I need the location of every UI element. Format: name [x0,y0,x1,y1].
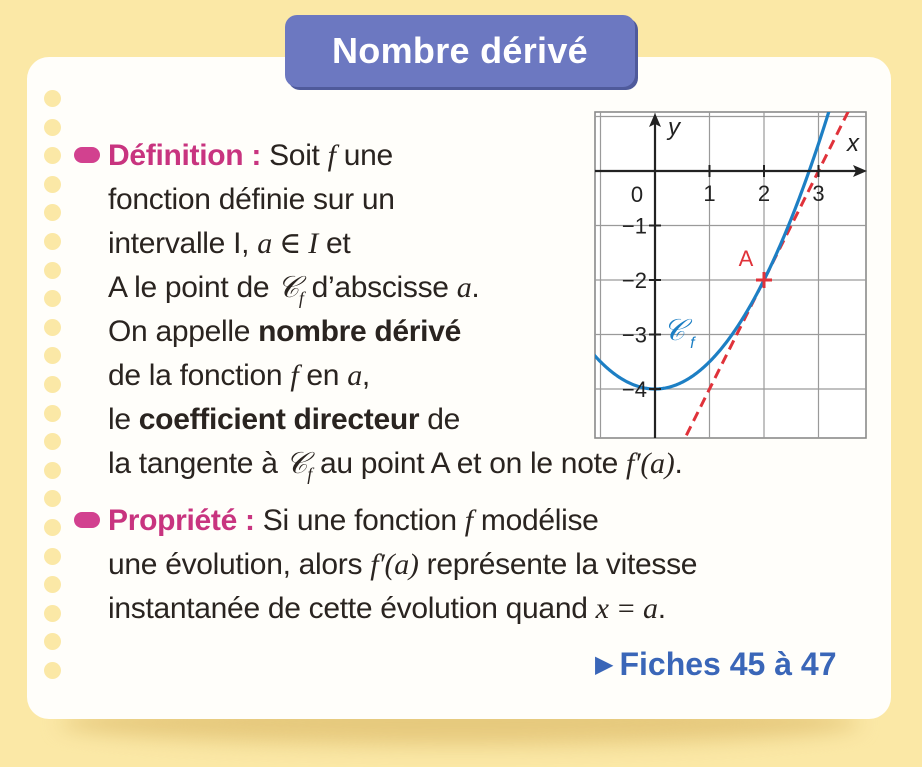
curve-subscript: f [298,288,304,308]
text: en [298,359,348,392]
definition-label: Définition : [108,139,262,172]
curve-label-subscript: f [690,334,695,352]
binder-hole [44,147,61,164]
text: . [657,592,666,625]
binder-hole [44,433,61,450]
y-tick-label: −1 [621,213,647,239]
binder-hole [44,319,61,336]
binder-hole [44,662,61,679]
text: la tangente à [108,447,286,480]
property-line-3 [108,591,666,627]
definition-line-6 [108,358,370,394]
x-tick-label: 1 [703,181,716,206]
math-var: f [464,504,473,537]
binder-holes [44,90,62,690]
y-tick-label: −4 [621,377,647,402]
definition-line-2: fonction définie sur un [108,183,395,216]
fiches-link[interactable] [595,646,837,683]
definition-line-1 [74,138,393,174]
text: . [674,447,683,480]
x-tick-label: 2 [757,181,771,206]
math-expr: f′(a) [370,548,419,581]
origin-label: 0 [630,182,644,207]
y-tick-label: −3 [621,322,647,348]
binder-hole [44,376,61,393]
binder-hole [44,548,61,565]
math-var: f [327,139,336,172]
y-tick-label: −2 [621,268,647,293]
text: Si une fonction [262,504,465,537]
binder-hole [44,462,61,479]
text: le [108,403,139,436]
definition-line-4 [108,270,479,316]
page-title: Nombre dérivé [285,15,635,87]
math-var: a [456,271,472,304]
text: une [335,139,393,172]
math-var: a [347,359,362,392]
text: On appelle [108,315,259,348]
text: intervalle I, [108,227,258,260]
definition-line-5 [108,314,461,350]
axis-y-label: y [668,114,680,141]
text: modélise [472,504,599,537]
property-label: Propriété : [108,504,255,537]
curve-symbol: 𝒞 [285,447,308,480]
binder-hole [44,204,61,221]
definition-bullet-icon [74,147,100,163]
binder-hole [44,176,61,193]
text: , [361,359,370,392]
math-expr: a ∈ I [257,227,318,260]
play-arrow-icon: ▶ [595,651,614,678]
binder-hole [44,633,61,650]
binder-hole [44,119,61,136]
property-line-1 [74,503,599,539]
text: d’abscisse [303,271,457,304]
axis-x-label: x [847,130,859,157]
binder-hole [44,605,61,622]
text: de [419,403,461,436]
text: une évolution, alors [108,548,371,581]
binder-hole [44,262,61,279]
binder-hole [44,347,61,364]
property-line-2 [108,547,697,583]
x-tick-label: 3 [812,181,825,206]
binder-hole [44,90,61,107]
math-expr: f′(a) [626,447,675,480]
bold-term: nombre dérivé [258,315,461,348]
text: et [317,227,351,260]
text: représente la vitesse [418,548,698,581]
math-var: f [290,359,299,392]
fiches-label: Fiches 45 à 47 [619,646,837,682]
binder-hole [44,233,61,250]
binder-hole [44,405,61,422]
binder-hole [44,290,61,307]
definition-line-8 [108,446,682,492]
point-a-label: A [738,246,754,271]
text: au point A et on le note [311,447,627,480]
curve-label: 𝒞 [663,313,686,347]
text: . [471,271,480,304]
text: instantanée de cette évolution quand [108,592,596,625]
bold-term: coefficient directeur [138,403,420,436]
binder-hole [44,576,61,593]
text: de la fonction [108,359,291,392]
function-graph [585,105,875,445]
definition-line-7 [108,402,460,438]
curve-subscript: f [307,464,312,484]
text: A le point de [108,271,278,304]
text: Soit [269,139,328,172]
math-expr: x = a [595,592,658,625]
curve-symbol: 𝒞 [277,271,299,304]
binder-hole [44,519,61,536]
binder-hole [44,490,61,507]
definition-line-3 [108,226,350,262]
property-bullet-icon [74,512,100,528]
